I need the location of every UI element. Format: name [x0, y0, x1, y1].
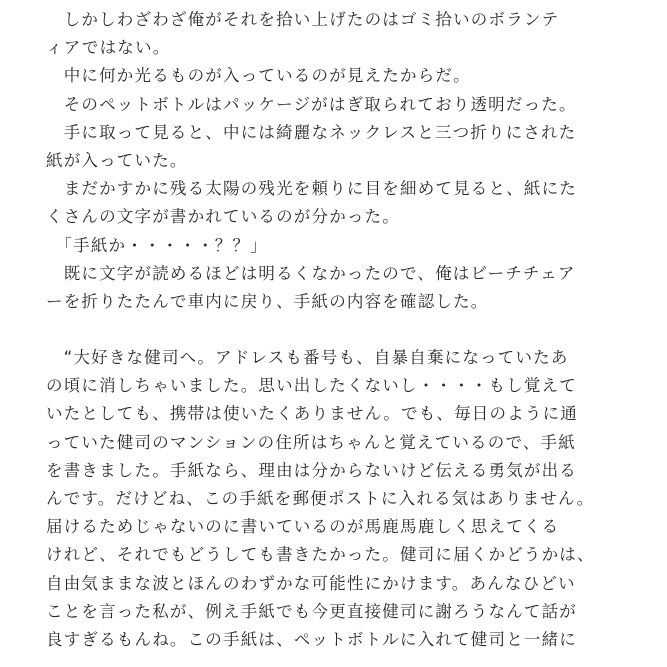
- text-line: そのペットボトルはパッケージがはぎ取られており透明だった。: [46, 94, 577, 114]
- text-line: けれど、それでもどうしても書きたかった。健司に届くかどうかは、: [46, 545, 595, 565]
- text-line: いたとしても、携帯は使いたくありません。でも、毎日のように通: [46, 404, 578, 424]
- text-line: 良すぎるもんね。この手紙は、ペットボトルに入れて健司と一緒に: [46, 629, 577, 649]
- narrative-paragraph: [46, 6, 621, 316]
- text-line: を書きました。手紙なら、理由は分からないけど伝える勇気が出る: [46, 460, 577, 480]
- text-line: しかしわざわざ俺がそれを拾い上げたのはゴミ拾いのボランテ: [46, 10, 560, 29]
- document-page: [46, 6, 621, 654]
- text-line: 既に文字が読めるほどは明るくなかったので、俺はビーチチェア: [46, 263, 576, 283]
- letter-paragraph: [46, 344, 621, 654]
- text-line: 中に何か光るものが入っているのが見えたからだ。: [46, 66, 471, 86]
- text-line: 「手紙か・・・・・？？」: [46, 235, 268, 255]
- text-line: “大好きな健司へ。アドレスも番号も、自暴自棄になっていたあ: [46, 348, 569, 368]
- text-line: ィアではない。: [46, 38, 171, 58]
- text-line: まだかすかに残る太陽の残光を頼りに目を細めて見ると、紙にた: [46, 179, 577, 199]
- text-line: 自由気ままな波とほんのわずかな可能性にかけます。あんなひどい: [46, 573, 576, 593]
- text-line: んです。だけどね、この手紙を郵便ポストに入れる気はありません。: [46, 489, 595, 508]
- paragraph-spacer: [46, 316, 621, 344]
- text-line: ことを言った私が、例え手紙でも今更直接健司に謝ろうなんて話が: [46, 601, 577, 621]
- text-line: 紙が入っていた。: [46, 150, 188, 170]
- text-line: 手に取って見ると、中には綺麗なネックレスと三つ折りにされた: [46, 122, 577, 142]
- text-line: っていた健司のマンションの住所はちゃんと覚えているので、手紙: [46, 432, 576, 452]
- text-line: ーを折りたたんで車内に戻り、手紙の内容を確認した。: [46, 291, 489, 311]
- text-line: の頃に消しちゃいました。思い出したくないし・・・・もし覚えて: [46, 376, 577, 396]
- text-line: くさんの文字が書かれているのが分かった。: [46, 207, 400, 227]
- text-line: 届けるためじゃないのに書いているのが馬鹿馬鹿しく思えてくる: [46, 517, 560, 537]
